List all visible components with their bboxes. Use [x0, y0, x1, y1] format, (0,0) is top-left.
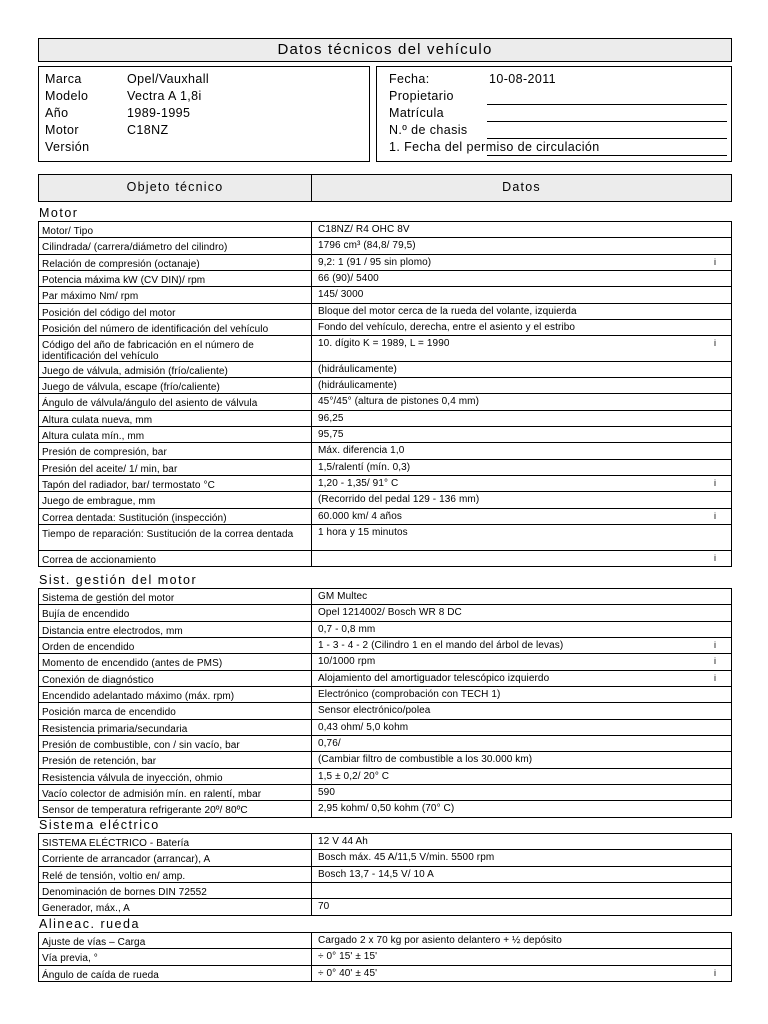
table-row [39, 551, 731, 567]
spec-value: Cargado 2 x 70 kg por asiento delantero + ½ depósito [318, 935, 562, 946]
spec-value: 2,95 kohm/ 0,50 kohm (70° C) [318, 803, 455, 815]
info-icon[interactable]: i [714, 639, 716, 650]
spec-value: 1796 cm³ (84,8/ 79,5) [318, 240, 416, 252]
table-row [39, 362, 731, 378]
spec-value: (Recorrido del pedal 129 - 136 mm) [318, 494, 480, 506]
record-row-chasis [389, 123, 727, 140]
spec-label: Presión de compresión, bar [39, 443, 312, 458]
table-row [39, 255, 731, 271]
chasis-field[interactable] [487, 138, 727, 139]
page-title: Datos técnicos del vehículo [38, 38, 732, 62]
spec-value: 590 [318, 786, 335, 798]
spec-label: Código del año de fabricación en el número de identificación del vehículo [39, 336, 312, 361]
spec-label: Correa dentada: Sustitución (inspección) [39, 509, 312, 524]
spec-table [38, 932, 732, 982]
spec-label: Potencia máxima kW (CV DIN)/ rpm [39, 271, 312, 286]
info-icon[interactable]: i [714, 338, 716, 349]
spec-value: 60.000 km/ 4 años [318, 510, 402, 522]
info-icon[interactable]: i [714, 256, 716, 267]
info-icon[interactable]: i [714, 656, 716, 667]
table-row [39, 654, 731, 670]
column-header-objeto: Objeto técnico [38, 174, 312, 202]
spec-label: Altura culata nueva, mm [39, 411, 312, 426]
spec-label: Ajuste de vías – Carga [39, 933, 312, 948]
vehicle-label: Motor [45, 123, 79, 137]
table-row [39, 460, 731, 476]
table-row [39, 883, 731, 899]
spec-label: Corriente de arrancador (arrancar), A [39, 850, 312, 865]
spec-value: 95,75 [318, 429, 344, 441]
spec-value: 145/ 3000 [318, 289, 364, 301]
table-row [39, 720, 731, 736]
spec-label: Posición del número de identificación del vehículo [39, 320, 312, 335]
spec-value: 1,20 - 1,35/ 91° C [318, 478, 399, 490]
spec-value: 0,7 - 0,8 mm [318, 623, 376, 635]
vehicle-label: Modelo [45, 89, 89, 103]
section-title: Sistema eléctrico [39, 818, 160, 832]
table-row [39, 933, 731, 949]
record-label: N.º de chasis [389, 123, 468, 137]
record-row-matricula [389, 106, 727, 123]
section-title: Sist. gestión del motor [39, 573, 198, 587]
record-label: Fecha: [389, 72, 430, 86]
info-icon[interactable]: i [714, 552, 716, 563]
spec-value: 96,25 [318, 412, 344, 424]
table-row [39, 589, 731, 605]
spec-label: Juego de válvula, escape (frío/caliente) [39, 378, 312, 393]
spec-label: Orden de encendido [39, 638, 312, 653]
spec-label: Encendido adelantado máximo (máx. rpm) [39, 687, 312, 702]
spec-label: Juego de embrague, mm [39, 492, 312, 507]
spec-value: Alojamiento del amortiguador telescópico izquierdo [318, 672, 550, 684]
table-row [39, 801, 731, 817]
vehicle-row-version [45, 140, 365, 157]
spec-value: 9,2: 1 (91 / 95 sin plomo) [318, 256, 432, 268]
spec-label: Distancia entre electrodos, mm [39, 622, 312, 637]
spec-value: ÷ 0° 40' ± 45' [318, 967, 378, 979]
spec-table [38, 588, 732, 818]
record-row-circulacion [389, 140, 727, 157]
spec-value: 0,76/ [318, 737, 341, 749]
spec-label: Tapón del radiador, bar/ termostato °C [39, 476, 312, 491]
spec-label: Par máximo Nm/ rpm [39, 287, 312, 302]
vehicle-row-modelo [45, 89, 365, 106]
spec-value: (hidráulicamente) [318, 363, 397, 375]
table-row [39, 949, 731, 965]
spec-value: Fondo del vehículo, derecha, entre el asiento y el estribo [318, 321, 576, 333]
spec-value: Electrónico (comprobación con TECH 1) [318, 688, 501, 700]
spec-value: Máx. diferencia 1,0 [318, 445, 405, 457]
spec-value: Opel 1214002/ Bosch WR 8 DC [318, 607, 462, 619]
spec-label: Cilindrada/ (carrera/diámetro del cilindro) [39, 238, 312, 253]
spec-value: 1 - 3 - 4 - 2 (Cilindro 1 en el mando del árbol de levas) [318, 639, 564, 651]
spec-label: Conexión de diagnóstico [39, 671, 312, 686]
table-row [39, 752, 731, 768]
table-row [39, 687, 731, 703]
spec-label: Denominación de bornes DIN 72552 [39, 883, 312, 898]
vehicle-info-box [38, 66, 370, 162]
table-row [39, 605, 731, 621]
record-label: Matrícula [389, 106, 445, 120]
vehicle-row-motor [45, 123, 365, 140]
spec-label: Relación de compresión (octanaje) [39, 255, 312, 270]
table-row [39, 271, 731, 287]
spec-value: 0,43 ohm/ 5,0 kohm [318, 721, 409, 733]
table-row [39, 899, 731, 915]
spec-label: Correa de accionamiento [39, 551, 312, 566]
table-row [39, 638, 731, 654]
record-row-fecha [389, 72, 727, 89]
table-row [39, 966, 731, 982]
spec-value: 12 V 44 Ah [318, 836, 368, 847]
vehicle-value: Opel/Vauxhall [127, 72, 210, 86]
table-row [39, 411, 731, 427]
spec-label: Ángulo de caída de rueda [39, 966, 312, 981]
spec-table [38, 833, 732, 916]
spec-label: Relé de tensión, voltio en/ amp. [39, 867, 312, 882]
spec-value: Sensor electrónico/polea [318, 705, 431, 717]
table-row [39, 867, 731, 883]
spec-label: Ángulo de válvula/ángulo del asiento de válvula [39, 394, 312, 409]
spec-value: 66 (90)/ 5400 [318, 272, 379, 284]
record-info-box [376, 66, 732, 162]
spec-label: Presión de combustible, con / sin vacío, bar [39, 736, 312, 751]
spec-label: Momento de encendido (antes de PMS) [39, 654, 312, 669]
record-row-propietario [389, 89, 727, 106]
vehicle-row-marca [45, 72, 365, 89]
table-row [39, 394, 731, 410]
spec-value: 1,5 ± 0,2/ 20° C [318, 770, 390, 782]
table-row [39, 427, 731, 443]
table-row [39, 222, 731, 238]
spec-table [38, 221, 732, 567]
vehicle-label: Versión [45, 140, 90, 154]
table-row [39, 703, 731, 719]
spec-value: (Cambiar filtro de combustible a los 30.000 km) [318, 754, 533, 766]
spec-value: C18NZ/ R4 OHC 8V [318, 224, 410, 235]
info-icon[interactable]: i [714, 510, 716, 521]
table-row [39, 525, 731, 551]
table-row [39, 476, 731, 492]
spec-label: Resistencia válvula de inyección, ohmio [39, 769, 312, 784]
table-row [39, 850, 731, 866]
spec-value: ÷ 0° 15' ± 15' [318, 951, 378, 963]
info-icon[interactable]: i [714, 967, 716, 978]
table-row [39, 671, 731, 687]
section-title: Motor [39, 206, 79, 220]
record-value: 10-08-2011 [489, 72, 557, 86]
spec-label: Vía previa, ° [39, 949, 312, 964]
spec-label: Motor/ Tipo [39, 222, 312, 237]
spec-value: 45°/45° (altura de pistones 0,4 mm) [318, 396, 480, 408]
spec-value: Bosch 13,7 - 14,5 V/ 10 A [318, 868, 434, 880]
spec-label: Altura culata mín., mm [39, 427, 312, 442]
spec-value: Bloque del motor cerca de la rueda del volante, izquierda [318, 305, 577, 317]
table-row [39, 509, 731, 525]
info-icon[interactable]: i [714, 478, 716, 489]
table-row [39, 336, 731, 362]
table-row [39, 785, 731, 801]
spec-value: GM Multec [318, 591, 368, 602]
circulacion-field[interactable] [487, 155, 727, 156]
table-row [39, 492, 731, 508]
spec-label: Presión del aceite/ 1/ min, bar [39, 460, 312, 475]
spec-label: Presión de retención, bar [39, 752, 312, 767]
spec-label: Posición marca de encendido [39, 703, 312, 718]
spec-value: 1 hora y 15 minutos [318, 527, 408, 539]
spec-label: Sensor de temperatura refrigerante 20º/ 80ºC [39, 801, 312, 816]
matricula-field[interactable] [487, 121, 727, 122]
propietario-field[interactable] [487, 104, 727, 105]
spec-value [318, 551, 709, 566]
column-header-datos: Datos [311, 174, 732, 202]
vehicle-value: C18NZ [127, 123, 169, 137]
spec-label: Juego de válvula, admisión (frío/caliente) [39, 362, 312, 377]
table-row [39, 238, 731, 254]
table-row [39, 622, 731, 638]
table-row [39, 304, 731, 320]
section-title: Alineac. rueda [39, 917, 140, 931]
spec-label: Resistencia primaria/secundaria [39, 720, 312, 735]
table-row [39, 320, 731, 336]
vehicle-label: Año [45, 106, 69, 120]
spec-value: 70 [318, 901, 330, 913]
spec-label: SISTEMA ELÉCTRICO - Batería [39, 834, 312, 849]
table-row [39, 769, 731, 785]
vehicle-label: Marca [45, 72, 82, 86]
record-label: 1. Fecha del permiso de circulación [389, 140, 600, 154]
spec-label: Generador, máx., A [39, 899, 312, 914]
table-row [39, 736, 731, 752]
table-row [39, 378, 731, 394]
spec-value: (hidráulicamente) [318, 380, 397, 392]
vehicle-row-ano [45, 106, 365, 123]
table-row [39, 834, 731, 850]
vehicle-value: 1989-1995 [127, 106, 191, 120]
spec-value: 10/1000 rpm [318, 656, 376, 668]
spec-label: Bujía de encendido [39, 605, 312, 620]
vehicle-value: Vectra A 1,8i [127, 89, 202, 103]
record-label: Propietario [389, 89, 454, 103]
table-row [39, 287, 731, 303]
spec-value [318, 883, 709, 898]
spec-label: Posición del código del motor [39, 304, 312, 319]
spec-value: Bosch máx. 45 A/11,5 V/min. 5500 rpm [318, 852, 495, 864]
info-icon[interactable]: i [714, 672, 716, 683]
spec-label: Vacío colector de admisión mín. en ralentí, mbar [39, 785, 312, 800]
spec-value: 1,5/ralentí (mín. 0,3) [318, 461, 411, 473]
spec-label: Sistema de gestión del motor [39, 589, 312, 604]
spec-value: 10. dígito K = 1989, L = 1990 [318, 338, 450, 350]
spec-label: Tiempo de reparación: Sustitución de la correa dentada [39, 525, 312, 550]
table-row [39, 443, 731, 459]
